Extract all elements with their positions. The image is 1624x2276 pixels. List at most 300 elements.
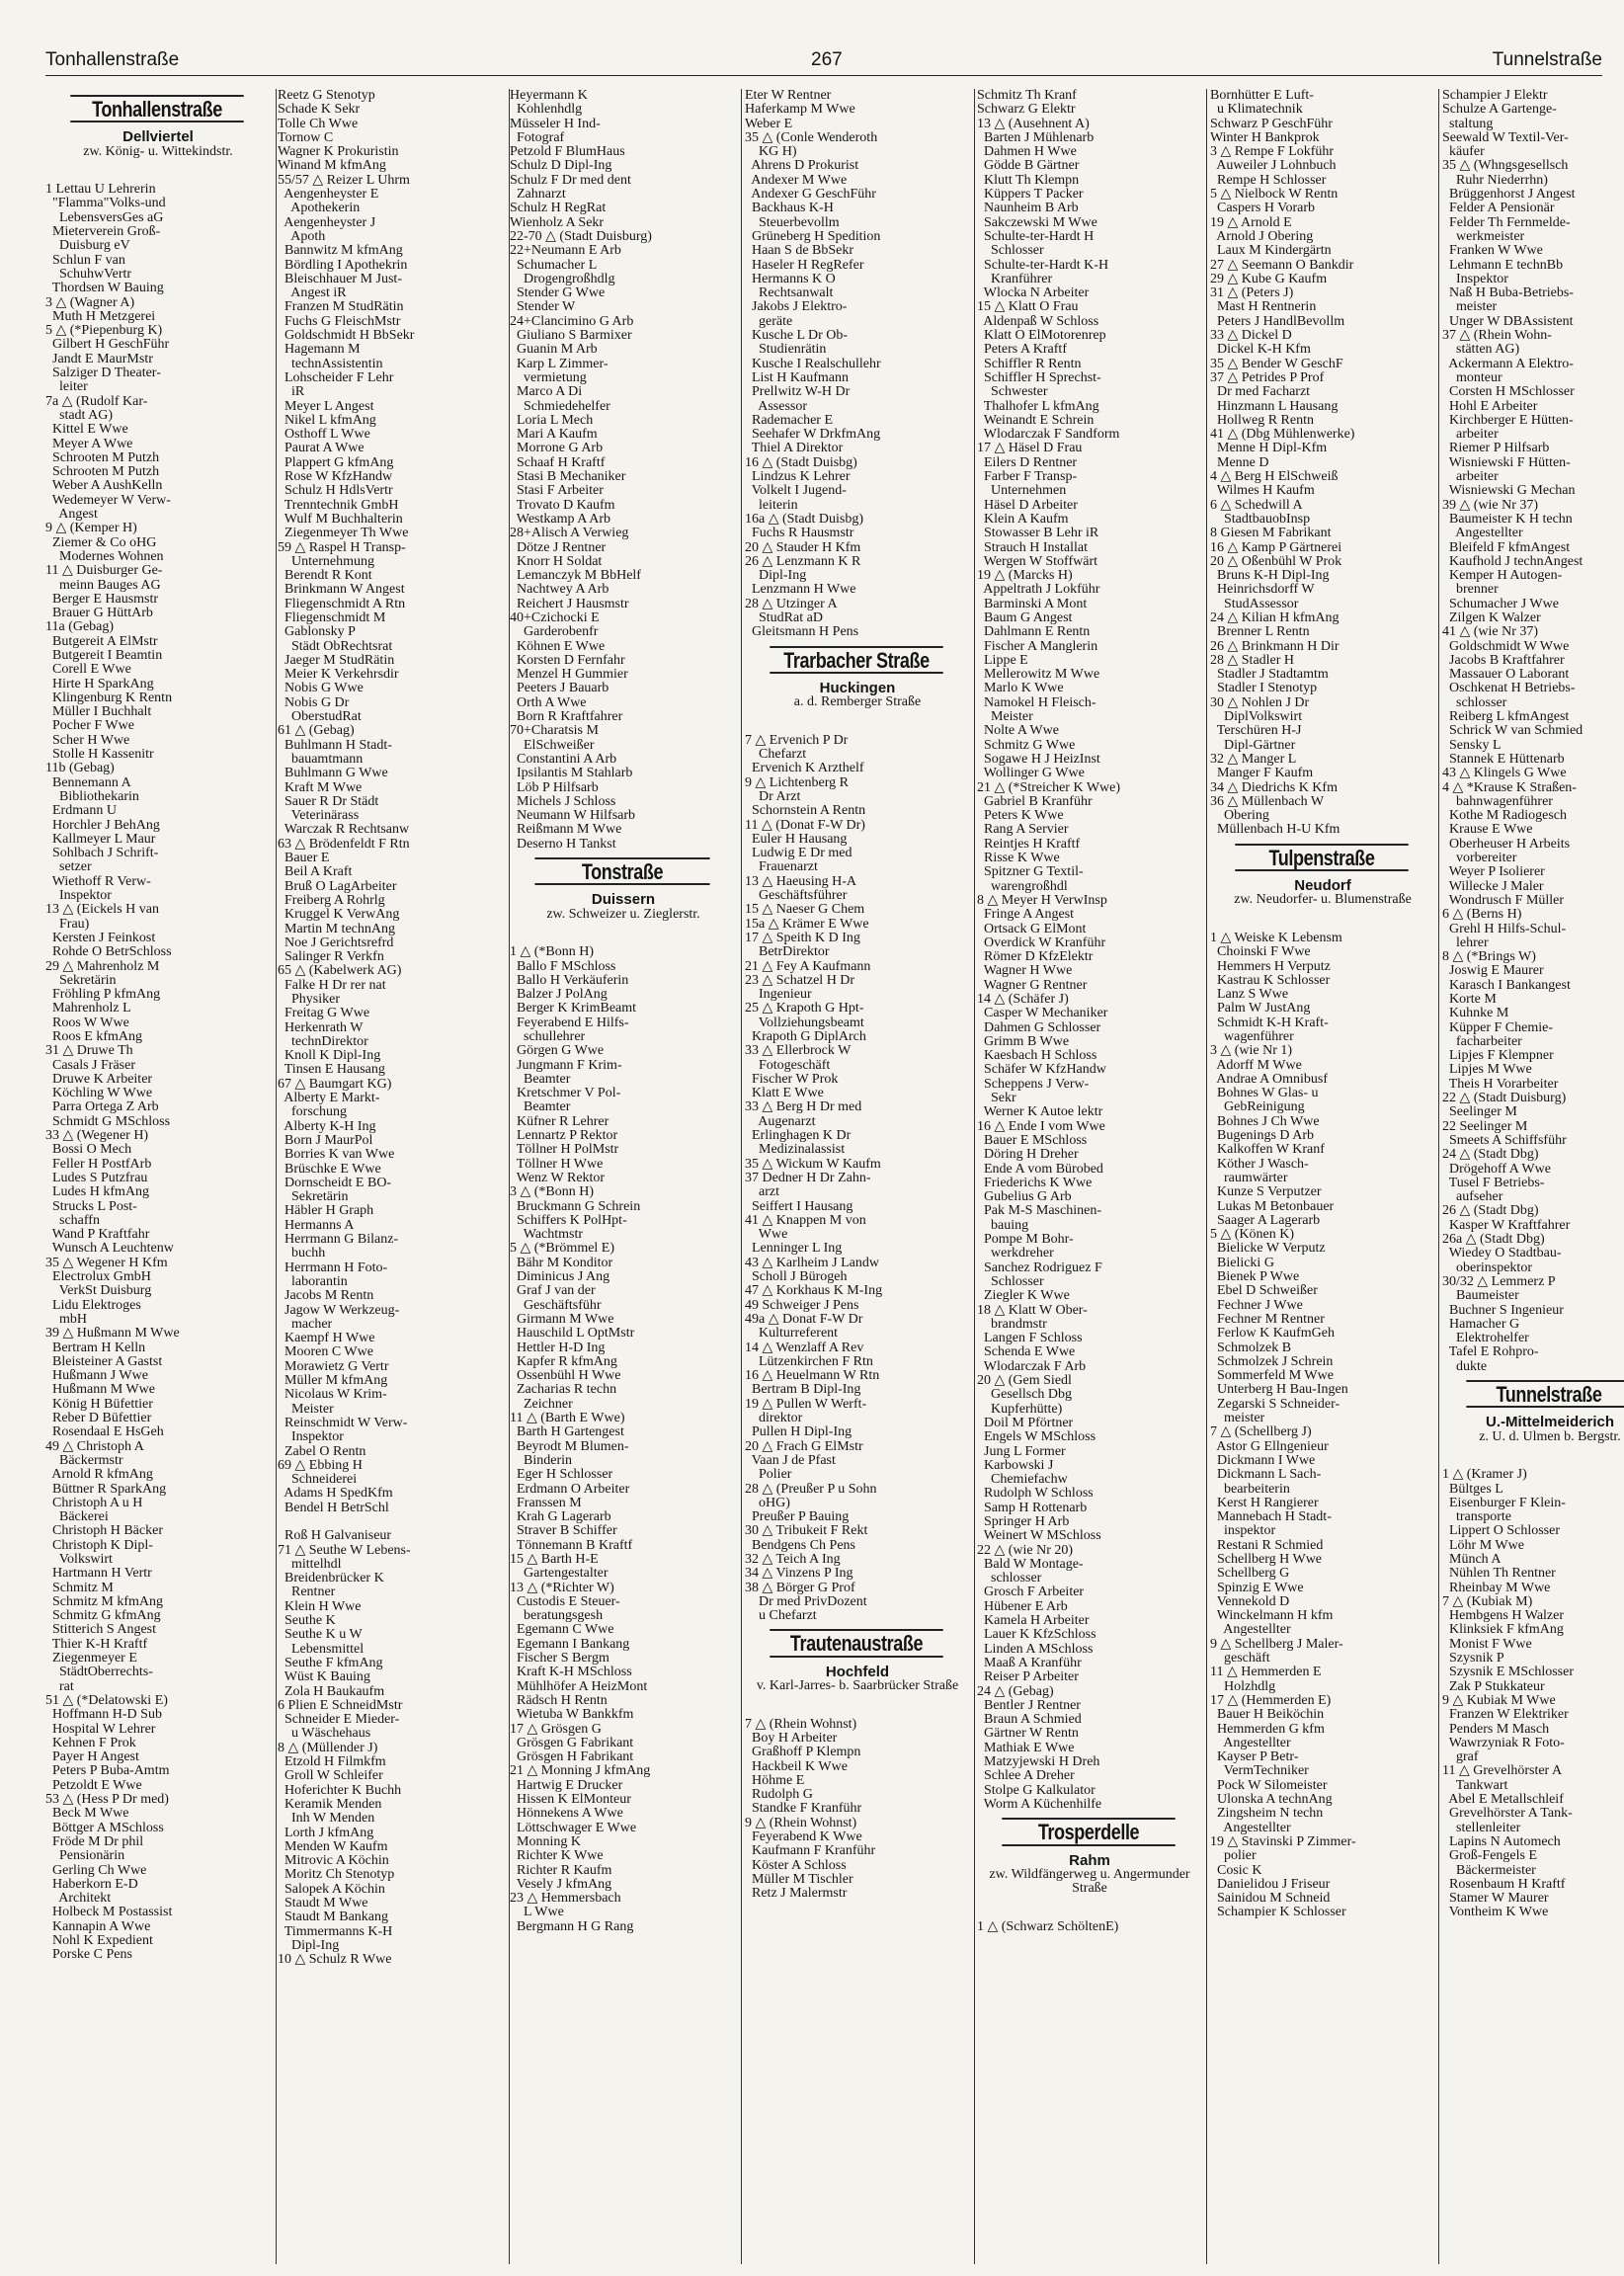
directory-entry: 35 △ (Conle Wenderoth — [745, 129, 878, 145]
directory-entry: Kusche I Realschullehr — [745, 356, 881, 371]
directory-entry: Küppers T Packer — [977, 187, 1084, 203]
directory-entry: Fröhling P kfmAng — [45, 987, 161, 1003]
directory-entry: Schiffler H Sprechst- — [977, 369, 1101, 385]
directory-entry: Schumacher L — [510, 257, 598, 273]
directory-entry: Böttger A MSchloss — [45, 1820, 164, 1835]
directory-entry: Gartengestalter — [510, 1566, 609, 1582]
directory-entry: Scheppens J Verw- — [977, 1076, 1090, 1092]
directory-entry: Staudt M Wwe — [278, 1896, 368, 1910]
directory-entry: Moritz Ch Stenotyp — [278, 1867, 395, 1883]
directory-entry: Drogengroßhdlg — [510, 271, 615, 286]
directory-entry: Eisenburger F Klein- — [1442, 1495, 1566, 1510]
header-right-street: Tunnelstraße — [1492, 49, 1602, 70]
directory-entry: Müsseler H Ind- — [510, 116, 601, 131]
directory-entry: 59 △ Raspel H Transp- — [278, 539, 406, 555]
directory-entry: Holbeck M Postassist — [45, 1905, 173, 1920]
directory-entry: 41 △ (Dbg Mühlenwerke) — [1210, 427, 1355, 443]
directory-entry: Sanchez Rodriguez F — [977, 1260, 1102, 1275]
directory-entry: 5 △ (Könen K) — [1210, 1227, 1295, 1243]
directory-entry: Butgereit I Beamtin — [45, 647, 163, 663]
directory-entry: Schneider E Mieder- — [278, 1712, 400, 1728]
directory-entry: 16 △ Heuelmann W Rtn — [745, 1368, 880, 1384]
directory-entry: 33 △ Ellerbrock W — [745, 1043, 852, 1059]
directory-entry: Abel E Metallschleif — [1442, 1792, 1564, 1808]
directory-entry: Reetz G Stenotyp — [278, 89, 375, 103]
directory-entry: monteur — [1442, 369, 1502, 385]
directory-entry: Unternehmung — [278, 553, 374, 569]
directory-entry: 26 △ Lenzmann K R — [745, 553, 861, 569]
directory-entry: Bleisteiner A Gastst — [45, 1353, 163, 1369]
directory-entry: Freiberg A Rohrlg — [278, 892, 385, 908]
directory-entry: 6 △ (Berns H) — [1442, 907, 1522, 923]
directory-entry: Vaan J de Pfast — [745, 1452, 836, 1468]
directory-entry: 35 △ (Whngsgesellsch — [1442, 158, 1569, 174]
directory-entry: Hermanns A — [278, 1217, 355, 1233]
directory-entry: 39 △ (wie Nr 37) — [1442, 497, 1539, 513]
directory-entry: 3 △ (*Bonn H) — [510, 1184, 595, 1200]
directory-entry: Stender G Wwe — [510, 285, 606, 301]
directory-entry: Gödde B Gärtner — [977, 158, 1080, 174]
directory-entry: Wietuba W Bankkfm — [510, 1707, 634, 1723]
directory-entry: leiterin — [745, 497, 798, 513]
directory-entry: Zabel O Rentn — [278, 1443, 366, 1459]
directory-entry: Schwarz P GeschFühr — [1210, 116, 1333, 131]
directory-entry: Bruß O LagArbeiter — [278, 878, 397, 894]
directory-entry: Kalkoffen W Kranf — [1210, 1142, 1325, 1158]
directory-entry: Kruggel K VerwAng — [278, 907, 400, 923]
directory-entry: Schaaf H Kraftf — [510, 454, 606, 470]
directory-entry: Egemann C Wwe — [510, 1622, 614, 1638]
directory-entry: 32 △ Manger L — [1210, 751, 1297, 767]
directory-entry: Lemanczyk M BbHelf — [510, 568, 641, 584]
directory-entry: Schmitz G Wwe — [977, 737, 1076, 753]
directory-entry: Rheinbay M Wwe — [1442, 1580, 1551, 1595]
directory-entry: Kupferhütte) — [977, 1401, 1063, 1417]
header-left-street: Tonhallenstraße — [45, 49, 180, 70]
directory-entry: 9 △ Kubiak M Wwe — [1442, 1692, 1556, 1708]
directory-entry: Ingenieur — [745, 987, 812, 1003]
directory-entry: Lauer K KfzSchloss — [977, 1627, 1096, 1643]
directory-entry: Veterinärass — [278, 808, 360, 824]
directory-entry: Dr Arzt — [745, 788, 801, 804]
directory-entry: Riemer P Hilfsarb — [1442, 441, 1550, 456]
directory-entry: Zola H Baukaufm — [278, 1683, 385, 1699]
directory-entry: Eter W Rentner — [745, 89, 832, 103]
directory-entry: Tornow C — [278, 129, 334, 145]
directory-entry: Duisburg eV — [45, 238, 130, 254]
directory-entry: Schenda E Wwe — [977, 1344, 1076, 1360]
directory-entry: Stowasser B Lehr iR — [977, 526, 1099, 541]
directory-entry: Orth A Wwe — [510, 694, 587, 710]
directory-entry: 27 △ Seemann O Bankdir — [1210, 257, 1354, 273]
directory-entry: werkdreher — [977, 1246, 1054, 1261]
directory-entry: Schmitz Th Kranf — [977, 89, 1077, 103]
directory-entry: bahnwagenführer — [1442, 793, 1553, 809]
directory-entry: Ziegler K Wwe — [977, 1288, 1070, 1304]
directory-entry: graf — [1442, 1749, 1479, 1765]
directory-entry: 25 △ Krapoth G Hpt- — [745, 1001, 864, 1016]
directory-entry: Jagow W Werkzeug- — [278, 1302, 400, 1318]
directory-entry: Nohl K Expedient — [45, 1933, 153, 1948]
directory-entry: Smeets A Schiffsführ — [1442, 1132, 1567, 1148]
directory-entry: 1 △ (Schwarz SchöltenE) — [977, 1918, 1119, 1934]
directory-entry: VerkSt Duisburg — [45, 1283, 152, 1299]
directory-entry: Krah G Lagerarb — [510, 1509, 611, 1525]
directory-entry: Schulze A Gartenge- — [1442, 102, 1557, 118]
directory-entry: Ferlow K KaufmGeh — [1210, 1326, 1335, 1341]
directory-entry: Brüggenhorst J Angest — [1442, 187, 1576, 203]
directory-entry: 34 △ Vinzens P Ing — [745, 1566, 853, 1582]
directory-entry: Sogawe H J HeizInst — [977, 751, 1100, 767]
directory-entry: Jacobs M Rentn — [278, 1288, 374, 1304]
directory-entry: 13 △ Haeusing H-A — [745, 873, 857, 889]
directory-entry: stadt AG) — [45, 407, 114, 423]
page-header — [45, 49, 1602, 76]
directory-entry: 22 △ (wie Nr 20) — [977, 1542, 1074, 1558]
directory-entry: Menne H Dipl-Kfm — [1210, 441, 1328, 456]
directory-entry: Stitterich S Angest — [45, 1622, 156, 1638]
directory-entry: Porske C Pens — [45, 1947, 132, 1963]
directory-entry: geschäft — [1210, 1651, 1270, 1666]
directory-entry: Mitrovic A Köchin — [278, 1853, 389, 1869]
directory-entry: Bördling I Apothekrin — [278, 257, 408, 273]
directory-entry: Bendel H BetrSchl — [278, 1500, 389, 1515]
directory-entry: 17 △ Grösgen G — [510, 1721, 602, 1737]
directory-entry: Schlosser — [977, 1273, 1044, 1289]
directory-entry: 49 △ Christoph A — [45, 1438, 144, 1454]
directory-entry: Roß H Galvaniseur — [278, 1528, 392, 1544]
directory-entry: L Wwe — [510, 1905, 564, 1920]
directory-entry: Töllner H PolMstr — [510, 1142, 619, 1158]
directory-entry: u Wäschehaus — [278, 1726, 371, 1742]
directory-entry: Bohnes J Ch Wwe — [1210, 1113, 1320, 1129]
directory-entry: Monist F Wwe — [1442, 1636, 1532, 1652]
directory-entry: Haan S de BbSekr — [745, 243, 854, 259]
directory-entry: 20 △ (Gem Siedl — [977, 1373, 1072, 1389]
directory-entry: Hembgens H Walzer — [1442, 1608, 1565, 1624]
directory-entry: Bäckerei — [45, 1509, 109, 1525]
directory-entry: Wagner K Prokuristin — [278, 144, 399, 160]
directory-entry: 31 △ Druwe Th — [45, 1043, 133, 1059]
directory-entry: Engels W MSchloss — [977, 1429, 1096, 1445]
directory-entry: Ipsilantis M Stahlarb — [510, 766, 633, 781]
directory-entry: Falke H Dr rer nat — [278, 977, 386, 993]
directory-entry: Strucks L Post- — [45, 1198, 137, 1214]
directory-entry: Meister — [977, 709, 1033, 725]
directory-entry: Seuthe K — [278, 1613, 336, 1629]
directory-entry: 11 △ Duisburger Ge- — [45, 563, 163, 579]
directory-entry: Jaeger M StudRätin — [278, 652, 395, 668]
directory-entry: Arnold R kfmAng — [45, 1467, 153, 1483]
directory-entry: 29 △ Mahrenholz M — [45, 958, 160, 974]
directory-entry — [745, 719, 970, 733]
directory-entry: Schrick W van Schmied — [1442, 723, 1583, 739]
directory-entry: Schmidt K-H Kraft- — [1210, 1015, 1329, 1030]
directory-entry: technDirektor — [278, 1033, 368, 1049]
directory-entry: Dornscheidt E BO- — [278, 1175, 392, 1190]
directory-entry: Buhlmann G Wwe — [278, 766, 388, 781]
directory-entry: StädtOberrechts- — [45, 1665, 153, 1680]
directory-entry: Hamacher G — [1442, 1316, 1520, 1332]
directory-entry: Lukas M Betonbauer — [1210, 1198, 1335, 1214]
directory-entry: Feyerabend E Hilfs- — [510, 1015, 629, 1030]
directory-entry: Angestellter — [1442, 526, 1523, 541]
directory-entry: Straver B Schiffer — [510, 1523, 617, 1539]
directory-entry: Ballo F MSchloss — [510, 958, 616, 974]
directory-entry: Scher H Wwe — [45, 732, 130, 748]
directory-entry: Müller I Buchhalt — [45, 704, 152, 720]
directory-entry: Werner K Autoe lektr — [977, 1104, 1103, 1120]
directory-entry: Fliegenschmidt M — [278, 610, 386, 625]
directory-entry: Klingenburg K Rentn — [45, 690, 173, 705]
directory-entry: Pocher F Wwe — [45, 718, 134, 734]
directory-entry: Dipl-Ing — [278, 1937, 340, 1953]
directory-entry: Schmiedehelfer — [510, 398, 610, 414]
directory-entry: Dahmen G Schlosser — [977, 1019, 1101, 1035]
directory-entry: Bähr M Konditor — [510, 1255, 613, 1270]
directory-entry: Retz J Malermstr — [745, 1886, 848, 1902]
directory-entry: 26a △ (Stadt Dbg) — [1442, 1232, 1545, 1248]
directory-entry: Tolle Ch Wwe — [278, 116, 359, 131]
directory-entry: 47 △ Korkhaus K M-Ing — [745, 1283, 883, 1299]
directory-entry: Bauer E — [278, 851, 330, 866]
directory-entry: Szysnik P — [1442, 1651, 1504, 1666]
directory-entry: Frauenarzt — [745, 859, 818, 875]
directory-entry: Lohscheider F Lehr — [278, 369, 394, 385]
directory-entry: Manger F Kaufm — [1210, 766, 1314, 781]
directory-entry: Grösgen H Fabrikant — [510, 1749, 634, 1765]
district-name: Duissern — [591, 891, 656, 909]
directory-entry: 19 △ Arnold E — [1210, 214, 1292, 230]
directory-entry: 35 △ Wegener H Kfm — [45, 1255, 168, 1270]
directory-entry: Löb P Hilfsarb — [510, 779, 599, 795]
directory-entry: Peeters J Bauarb — [510, 681, 609, 696]
directory-entry: Köther J Wasch- — [1210, 1156, 1309, 1172]
directory-entry: Fischer A Manglerin — [977, 638, 1098, 654]
directory-entry: warengroßhdl — [977, 878, 1068, 894]
directory-entry: Wergen W Stoffwärt — [977, 553, 1098, 569]
directory-entry: Eilers D Rentner — [977, 454, 1078, 470]
directory-entry: ElSchweißer — [510, 737, 595, 753]
directory-entry: Kranführer — [977, 271, 1053, 286]
directory-entry: Groll W Schleifer — [278, 1768, 383, 1784]
directory-entry — [510, 932, 737, 945]
directory-entry: 8 △ (Müllender J) — [278, 1740, 378, 1755]
directory-entry: Langen F Schloss — [977, 1331, 1083, 1346]
directory-entry: 8 △ Meyer H VerwInsp — [977, 892, 1107, 908]
street-segment: zw. Wildfängerweg u. Angermunder Straße — [989, 1866, 1190, 1897]
directory-entry: Appeltrath J Lokführ — [977, 582, 1100, 598]
directory-entry: Wagner H Wwe — [977, 963, 1073, 979]
directory-entry: Wawrzyniak R Foto- — [1442, 1735, 1565, 1750]
directory-entry: Thordsen W Bauing — [45, 281, 164, 296]
directory-entry: Erdmann U — [45, 803, 117, 819]
directory-entry: 1 Lettau U Lehrerin — [45, 182, 156, 198]
directory-entry: Klein A Kaufm — [977, 511, 1069, 527]
directory-entry: Pensionärin — [45, 1848, 125, 1864]
column-divider — [509, 89, 510, 2264]
directory-entry: Lorth J kfmAng — [278, 1825, 374, 1840]
directory-entry: Lennartz P Rektor — [510, 1128, 618, 1144]
directory-entry: Jung L Former — [977, 1443, 1066, 1459]
directory-entry: Sekretärin — [45, 972, 117, 988]
street-segment: zw. König- u. Wittekindstr. — [83, 143, 233, 159]
directory-entry: 15 △ Klatt O Frau — [977, 299, 1079, 315]
directory-entry: Meyer A Wwe — [45, 436, 133, 451]
directory-entry: Etzold H Filmkfm — [278, 1754, 386, 1770]
directory-entry: Westkamp A Arb — [510, 511, 611, 527]
directory-entry: Egemann I Bankang — [510, 1636, 630, 1652]
directory-entry: wagenführer — [1210, 1029, 1294, 1044]
directory-entry: Sohlbach J Schrift- — [45, 846, 159, 861]
district-name: Hochfeld — [825, 1663, 890, 1680]
directory-entry: Münch A — [1442, 1551, 1502, 1567]
directory-entry: brandmstr — [977, 1316, 1047, 1332]
directory-entry: Fischer S Bergm — [510, 1651, 609, 1666]
directory-entry: Architekt — [45, 1891, 112, 1907]
directory-entry: Risse K Wwe — [977, 851, 1060, 866]
directory-entry: BetrDirektor — [745, 944, 830, 960]
directory-entry: Kothe M Radiogesch — [1442, 808, 1567, 824]
directory-entry: Gleitsmann H Pens — [745, 624, 859, 640]
directory-entry: Monning K — [510, 1833, 581, 1849]
directory-entry: OberstudRat — [278, 709, 362, 725]
directory-entry: Lenzmann H Wwe — [745, 582, 856, 598]
directory-entry: 49 Schweiger J Pens — [745, 1297, 859, 1313]
directory-entry: Dickmann I Wwe — [1210, 1452, 1316, 1468]
directory-entry: arbeiter — [1442, 469, 1499, 485]
directory-entry: Ziegenmeyer E — [45, 1651, 137, 1666]
directory-entry: Karasch I Bankangest — [1442, 977, 1571, 993]
directory-entry: Joswig E Maurer — [1442, 963, 1544, 979]
directory-entry: Kaesbach H Schloss — [977, 1048, 1097, 1064]
directory-entry: Guanin M Arb — [510, 342, 598, 358]
directory-entry: 24+Clancimino G Arb — [510, 313, 634, 329]
directory-entry: Seewald W Textil-Ver- — [1442, 129, 1569, 145]
directory-entry: Schwarz G Elektr — [977, 102, 1076, 118]
directory-entry: Rang A Servier — [977, 822, 1069, 838]
directory-entry: Rädsch H Rentn — [510, 1692, 608, 1708]
directory-entry: Lützenkirchen F Rtn — [745, 1353, 873, 1369]
directory-entry: Brüschke E Wwe — [278, 1161, 381, 1177]
directory-entry: Martin M technAng — [278, 921, 395, 936]
directory-entry: 38 △ Börger G Prof — [745, 1580, 855, 1595]
directory-entry: Schrooten M Putzh — [45, 464, 160, 480]
directory-entry: Fuchs R Hausmstr — [745, 526, 854, 541]
street-segment: zw. Neudorfer- u. Blumenstraße — [1234, 892, 1412, 908]
directory-entry: Willecke J Maler — [1442, 878, 1544, 894]
column-2 — [278, 89, 503, 2264]
directory-entry: Marco A Di — [510, 384, 583, 400]
directory-entry: Wedemeyer W Verw- — [45, 492, 171, 508]
directory-entry: Bossi O Mech — [45, 1142, 132, 1158]
directory-entry: Herrmann G Bilanz- — [278, 1232, 399, 1248]
directory-entry: Rosenbaum H Kraftf — [1442, 1876, 1566, 1892]
directory-entry: 21 △ Monning J kfmAng — [510, 1763, 651, 1779]
directory-entry: DiplVolkswirt — [1210, 709, 1303, 725]
directory-entry: Pock W Silomeister — [1210, 1777, 1328, 1793]
directory-entry: Augenarzt — [745, 1113, 816, 1129]
directory-entry: Sommerfeld M Wwe — [1210, 1368, 1334, 1384]
directory-entry: 69 △ Ebbing H — [278, 1457, 363, 1473]
directory-entry: Feyerabend K Wwe — [745, 1829, 862, 1845]
directory-entry: Apoth — [278, 228, 326, 244]
directory-entry: Dipl-Ing — [745, 568, 807, 584]
column-divider — [1206, 89, 1207, 2264]
directory-entry: 28 △ Utzinger A — [745, 596, 838, 611]
directory-entry: Unternehmen — [977, 483, 1067, 499]
directory-entry: Breidenbrücker K — [278, 1571, 384, 1586]
directory-entry: 11a (Gebag) — [45, 619, 115, 635]
directory-entry: Gablonsky P — [278, 624, 356, 640]
directory-entry: Keramik Menden — [278, 1796, 382, 1812]
directory-entry: Dickel K-H Kfm — [1210, 342, 1311, 358]
directory-entry: Tinsen E Hausang — [278, 1062, 385, 1078]
directory-entry: direktor — [745, 1411, 803, 1426]
directory-entry: Görgen G Wwe — [510, 1043, 605, 1059]
street-segment: a. d. Remberger Straße — [793, 694, 922, 710]
directory-entry: 30/32 △ Lemmerz P — [1442, 1273, 1556, 1289]
directory-entry: 43 △ Klingels G Wwe — [1442, 766, 1567, 781]
directory-entry: 4 △ *Krause K Straßen- — [1442, 779, 1577, 795]
directory-entry: Schulz D Dipl-Ing — [510, 158, 612, 174]
directory-entry: Laux M Kindergärtn — [1210, 243, 1332, 259]
directory-entry: Mast H Rentnerin — [1210, 299, 1317, 315]
directory-entry: Mari A Kaufm — [510, 427, 598, 443]
directory-entry: Beck M Wwe — [45, 1806, 129, 1822]
directory-entry: Astor G Ellngenieur — [1210, 1438, 1329, 1454]
directory-entry: Klatt E Wwe — [745, 1086, 824, 1101]
directory-entry: laborantin — [278, 1273, 348, 1289]
directory-entry: 19 △ Pullen W Werft- — [745, 1396, 867, 1412]
directory-entry: 17 △ Speith K D Ing — [745, 930, 860, 945]
directory-entry: Studienrätin — [745, 342, 827, 358]
directory-entry: Druwe K Arbeiter — [45, 1071, 153, 1087]
directory-entry: Dötze J Rentner — [510, 539, 607, 555]
directory-entry: Grimm B Wwe — [977, 1033, 1070, 1049]
directory-entry: Auweiler J Lohnbuch — [1210, 158, 1337, 174]
directory-entry: Haseler H RegRefer — [745, 257, 864, 273]
directory-entry: Tankwart — [1442, 1777, 1508, 1793]
directory-entry: Weinert W MSchloss — [977, 1528, 1101, 1544]
directory-entry: Corell E Wwe — [45, 662, 131, 678]
directory-entry: Fotogeschäft — [745, 1057, 831, 1073]
directory-entry: Jakobs J Elektro- — [745, 299, 848, 315]
directory-entry: Kuhnke M — [1442, 1006, 1509, 1021]
directory-entry: Peters K Wwe — [977, 808, 1064, 824]
directory-entry: Baumeister — [1442, 1288, 1519, 1304]
directory-entry: Stasi B Mechaniker — [510, 469, 626, 485]
directory-entry: Schmitz G kfmAng — [45, 1608, 161, 1624]
directory-entry: Fischer W Prok — [745, 1071, 839, 1087]
directory-entry: Restani R Schmied — [1210, 1537, 1324, 1553]
directory-entry: Nühlen Th Rentner — [1442, 1566, 1556, 1582]
directory-entry: Ossenbühl H Wwe — [510, 1368, 621, 1384]
directory-entry: 16a △ (Stadt Duisbg) — [745, 511, 864, 527]
directory-entry: Braun A Schmied — [977, 1712, 1082, 1728]
directory-entry: Kretschmer V Pol- — [510, 1086, 621, 1101]
directory-entry: Kusche L Dr Ob- — [745, 328, 849, 344]
directory-entry: Stender W — [510, 299, 576, 315]
directory-entry: LebensversGes aG — [45, 209, 164, 225]
directory-entry: Städt ObRechtsrat — [278, 638, 393, 654]
directory-entry: 22-70 △ (Stadt Duisburg) — [510, 228, 652, 244]
directory-entry: Büttner R SparkAng — [45, 1481, 167, 1497]
directory-entry: 34 △ Diedrichs K Kfm — [1210, 779, 1338, 795]
directory-entry: 7 △ (Rhein Wohnst) — [745, 1716, 857, 1732]
directory-entry: Reinschmidt W Verw- — [278, 1415, 408, 1430]
directory-entry: Geschäftsführer — [745, 888, 848, 904]
